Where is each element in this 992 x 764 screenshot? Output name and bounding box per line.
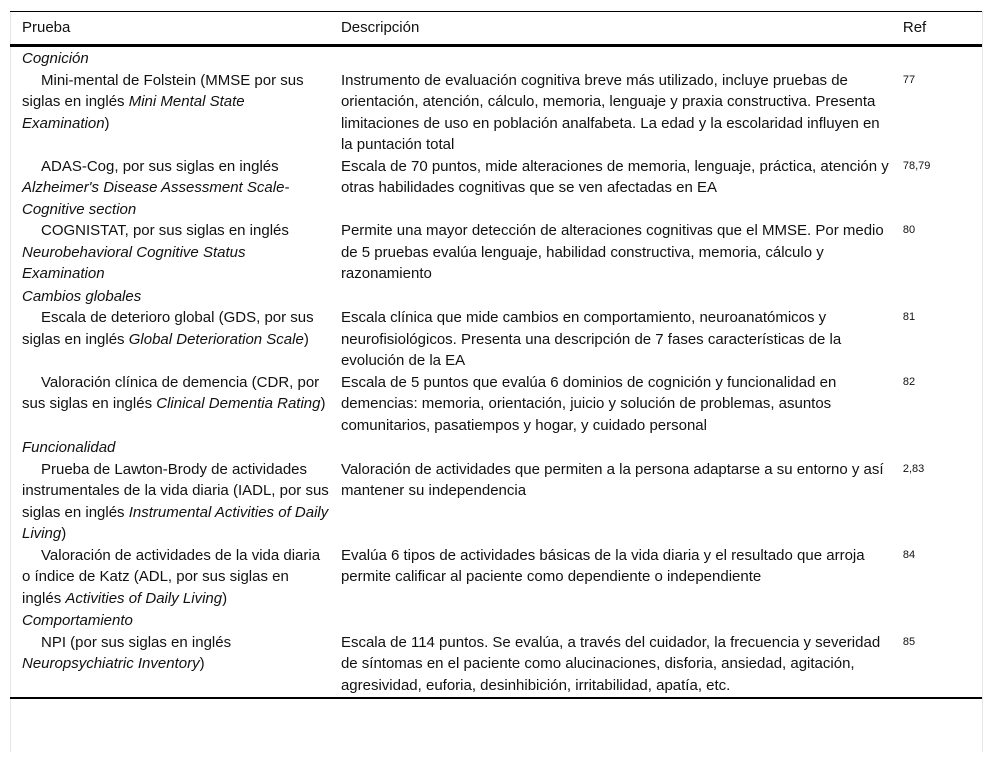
test-description: Instrumento de evaluación cognitiva breve más utilizado, incluye pruebas de orientación, atención, cálculo, memoria, lenguaje y praxia constructiva. Presenta limitaciones de uso en población analfabeta. La edad y la escolaridad influyen en la puntación total [340,71,880,153]
test-name [10,156,329,221]
section-title: Cambios globales [22,287,142,305]
test-name-english: Mini Mental State Examination [22,93,245,132]
test-name-suffix: ) [303,330,309,348]
test-name-suffix: ) [222,589,228,607]
test-name-text: NPI (por sus siglas en inglés [41,633,232,651]
test-name [10,70,329,156]
table-row [10,156,982,221]
test-description: Permite una mayor detección de alteraciones cognitivas que el MMSE. Por medio de 5 pruebas evalúa lenguaje, habilidad constructiva, memoria, cálculo y razonamiento [340,222,884,282]
table-row [10,220,982,285]
test-name [10,632,329,699]
test-description: Escala clínica que mide cambios en comportamiento, neuroanatómicos y neurofisiológicos. Presenta una descripción de 7 fases características de la evolución de la EA [340,309,842,369]
test-name-english: Neuropsychiatric Inventory [22,655,200,672]
section-row-cognicion [10,46,982,70]
test-name-text: Prueba de Lawton-Brody de actividades instrumentales de la vida diaria (IADL, por sus siglas en inglés [22,460,329,521]
test-ref: 85 [891,632,982,699]
test-name-suffix: ) [104,114,110,132]
test-name-english: Clinical Dementia Rating [156,395,321,412]
test-ref: 82 [902,375,916,388]
table-row [10,459,982,545]
test-name-text: Valoración de actividades de la vida diaria o índice de Katz (ADL, por sus siglas en inglés [22,546,321,607]
test-ref: 81 [902,311,916,323]
section-title: Cognición [22,50,89,67]
test-name-suffix: ) [199,655,205,672]
test-name-suffix: ) [320,395,326,412]
table-row [10,372,982,437]
test-name [10,372,329,437]
test-name [10,307,329,372]
test-name [10,220,329,285]
test-ref: 77 [902,73,916,86]
test-name-text: Valoración clínica de demencia (CDR, por sus siglas en inglés [22,373,320,412]
section-row-cambios-globales [10,285,982,308]
test-name [10,459,329,545]
test-ref: 84 [902,548,916,561]
test-name-suffix: ) [61,525,67,542]
test-description: Escala de 70 puntos, mide alteraciones de memoria, lenguaje, práctica, atención y otras habilidades cognitivas que se ven afectadas en EA [340,157,889,196]
test-description: Evalúa 6 tipos de actividades básicas de la vida diaria y el resultado que arroja permite calificar al paciente como dependiente o independiente [340,546,865,585]
test-description: Escala de 114 puntos. Se evalúa, a través del cuidador, la frecuencia y severidad de síntomas en el paciente como alucinaciones, disforia, ansiedad, agitación, agresividad, euforia, desinhibición, irritabilidad, apatía, etc. [329,632,891,699]
test-name-english: Alzheimer's Disease Assessment Scale-Cognitive section [22,179,290,218]
section-title: Comportamiento [22,612,133,629]
test-name-english: Activities of Daily Living [65,589,223,607]
test-name-text: COGNISTAT, por sus siglas en inglés [41,222,289,239]
table-row [10,70,982,156]
table-header [10,12,982,46]
test-name-text: ADAS-Cog, por sus siglas en inglés [41,157,279,175]
section-row-comportamiento [10,609,982,632]
test-description: Valoración de actividades que permiten a la persona adaptarse a su entorno y así mantener su independencia [340,460,884,499]
test-name-text: Mini-mental de Folstein (MMSE por sus siglas en inglés [22,71,304,110]
test-ref: 2,83 [902,462,925,475]
test-ref: 80 [902,224,916,236]
section-title: Funcionalidad [22,439,116,456]
table-row [10,632,982,699]
header-test: Prueba [10,12,329,46]
table-row [10,307,982,372]
assessment-tests-table [10,11,982,699]
header-ref: Ref [891,12,982,46]
table-row [10,545,982,610]
test-name-text: Escala de deterioro global (GDS, por sus siglas en inglés [22,309,314,348]
section-row-funcionalidad [10,436,982,459]
test-ref: 78,79 [902,159,931,172]
test-name-english: Neurobehavioral Cognitive Status Examination [22,243,246,282]
test-description: Escala de 5 puntos que evalúa 6 dominios de cognición y funcionalidad en demencias: memoria, orientación, juicio y solución de problemas, asuntos comunitarios, pasatiempos y hogar, y cuidado personal [340,373,837,434]
test-name-english: Instrumental Activities of Daily Living [22,503,329,542]
test-name [10,545,329,610]
test-name-english: Global Deterioration Scale [128,330,304,348]
header-description: Descripción [329,12,891,46]
